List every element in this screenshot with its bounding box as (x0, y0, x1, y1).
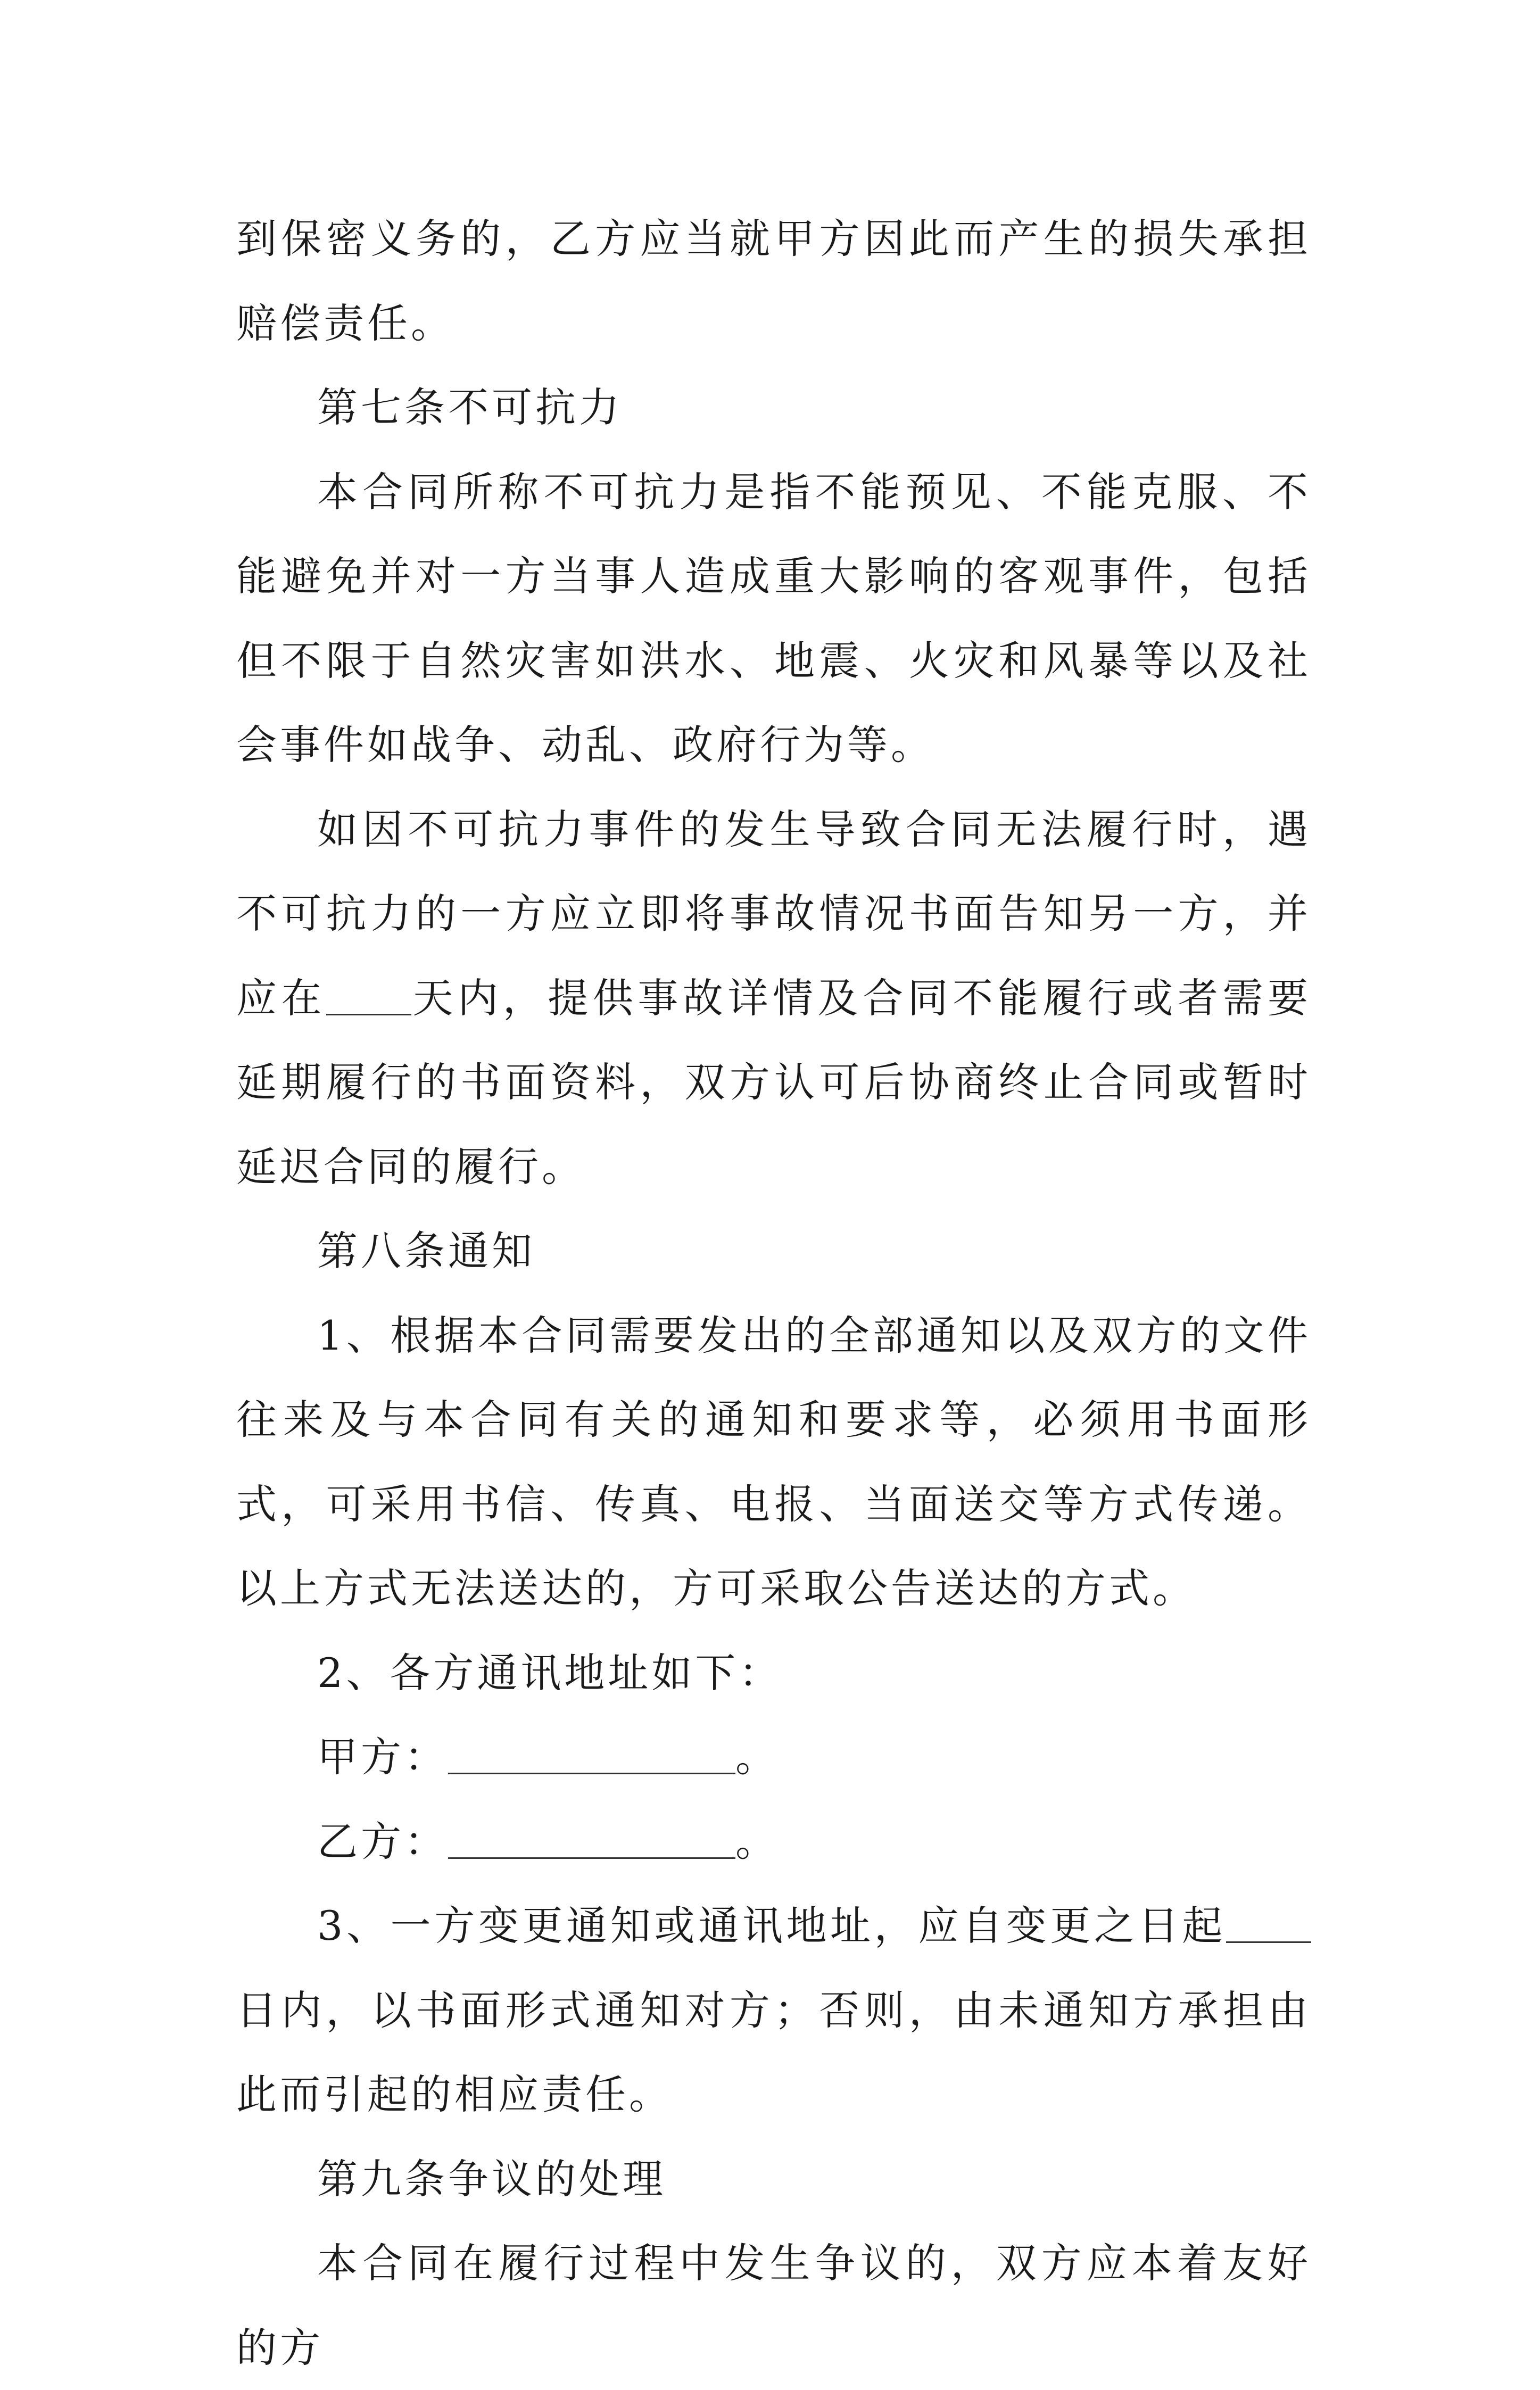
party-b-address-blank (448, 1818, 735, 1858)
text-segment: 3、一方变更通知或通讯地址，应自变更之日起 (317, 1902, 1226, 1949)
party-a-label: 甲方： (317, 1733, 448, 1781)
party-a-address-line (236, 1715, 1311, 1800)
text-segment: 天内，提供事故详情及合同不能履行或者需要延期履行的书面资料，双方认可后协商终止合同或暂时延迟合同的履行。 (236, 974, 1312, 1190)
heading-article-7-force-majeure: 第七条不可抗力 (317, 384, 623, 431)
paragraph-addresses-intro: 2、各方通讯地址如下： (317, 1649, 783, 1697)
blank-days-field (326, 975, 411, 1015)
paragraph-force-majeure-notice (236, 788, 1311, 1210)
paragraph-dispute-resolution: 本合同在履行过程中发生争议的，双方应本着友好的方 (236, 2239, 1311, 2371)
paragraph-notice-methods: 1、根据本合同需要发出的全部通知以及双方的文件往来及与本合同有关的通知和要求等，必须用书面形式，可采用书信、传真、电报、当面送交等方式传递。以上方式无法送达的，方可采取公告送达的方式。 (236, 1311, 1311, 1612)
text-segment: 。 (735, 1733, 779, 1781)
contract-text (236, 197, 1311, 2390)
text-segment: 如因不可抗力事件的发生导致合同无法履行时，遇不可抗力的一方应立即将事故情况书面告知另一方，并应在 (236, 805, 1311, 1022)
heading-article-8-notice: 第八条通知 (317, 1227, 535, 1275)
paragraph-address-change (236, 1884, 1311, 2137)
party-b-label: 乙方： (317, 1817, 448, 1865)
heading-article-9-disputes: 第九条争议的处理 (317, 2155, 666, 2203)
party-a-address-blank (448, 1734, 735, 1774)
paragraph-confidentiality-liability: 到保密义务的，乙方应当就甲方因此而产生的损失承担赔偿责任。 (236, 215, 1311, 347)
text-segment: 。 (735, 1817, 779, 1865)
party-b-address-line (236, 1800, 1311, 1884)
paragraph-force-majeure-definition: 本合同所称不可抗力是指不能预见、不能克服、不能避免并对一方当事人造成重大影响的客观事件，包括但不限于自然灾害如洪水、地震、火灾和风暴等以及社会事件如战争、动乱、政府行为等。 (236, 468, 1311, 768)
blank-days-field (1226, 1903, 1311, 1943)
text-segment: 日内，以书面形式通知对方；否则，由未通知方承担由此而引起的相应责任。 (236, 1986, 1311, 2118)
